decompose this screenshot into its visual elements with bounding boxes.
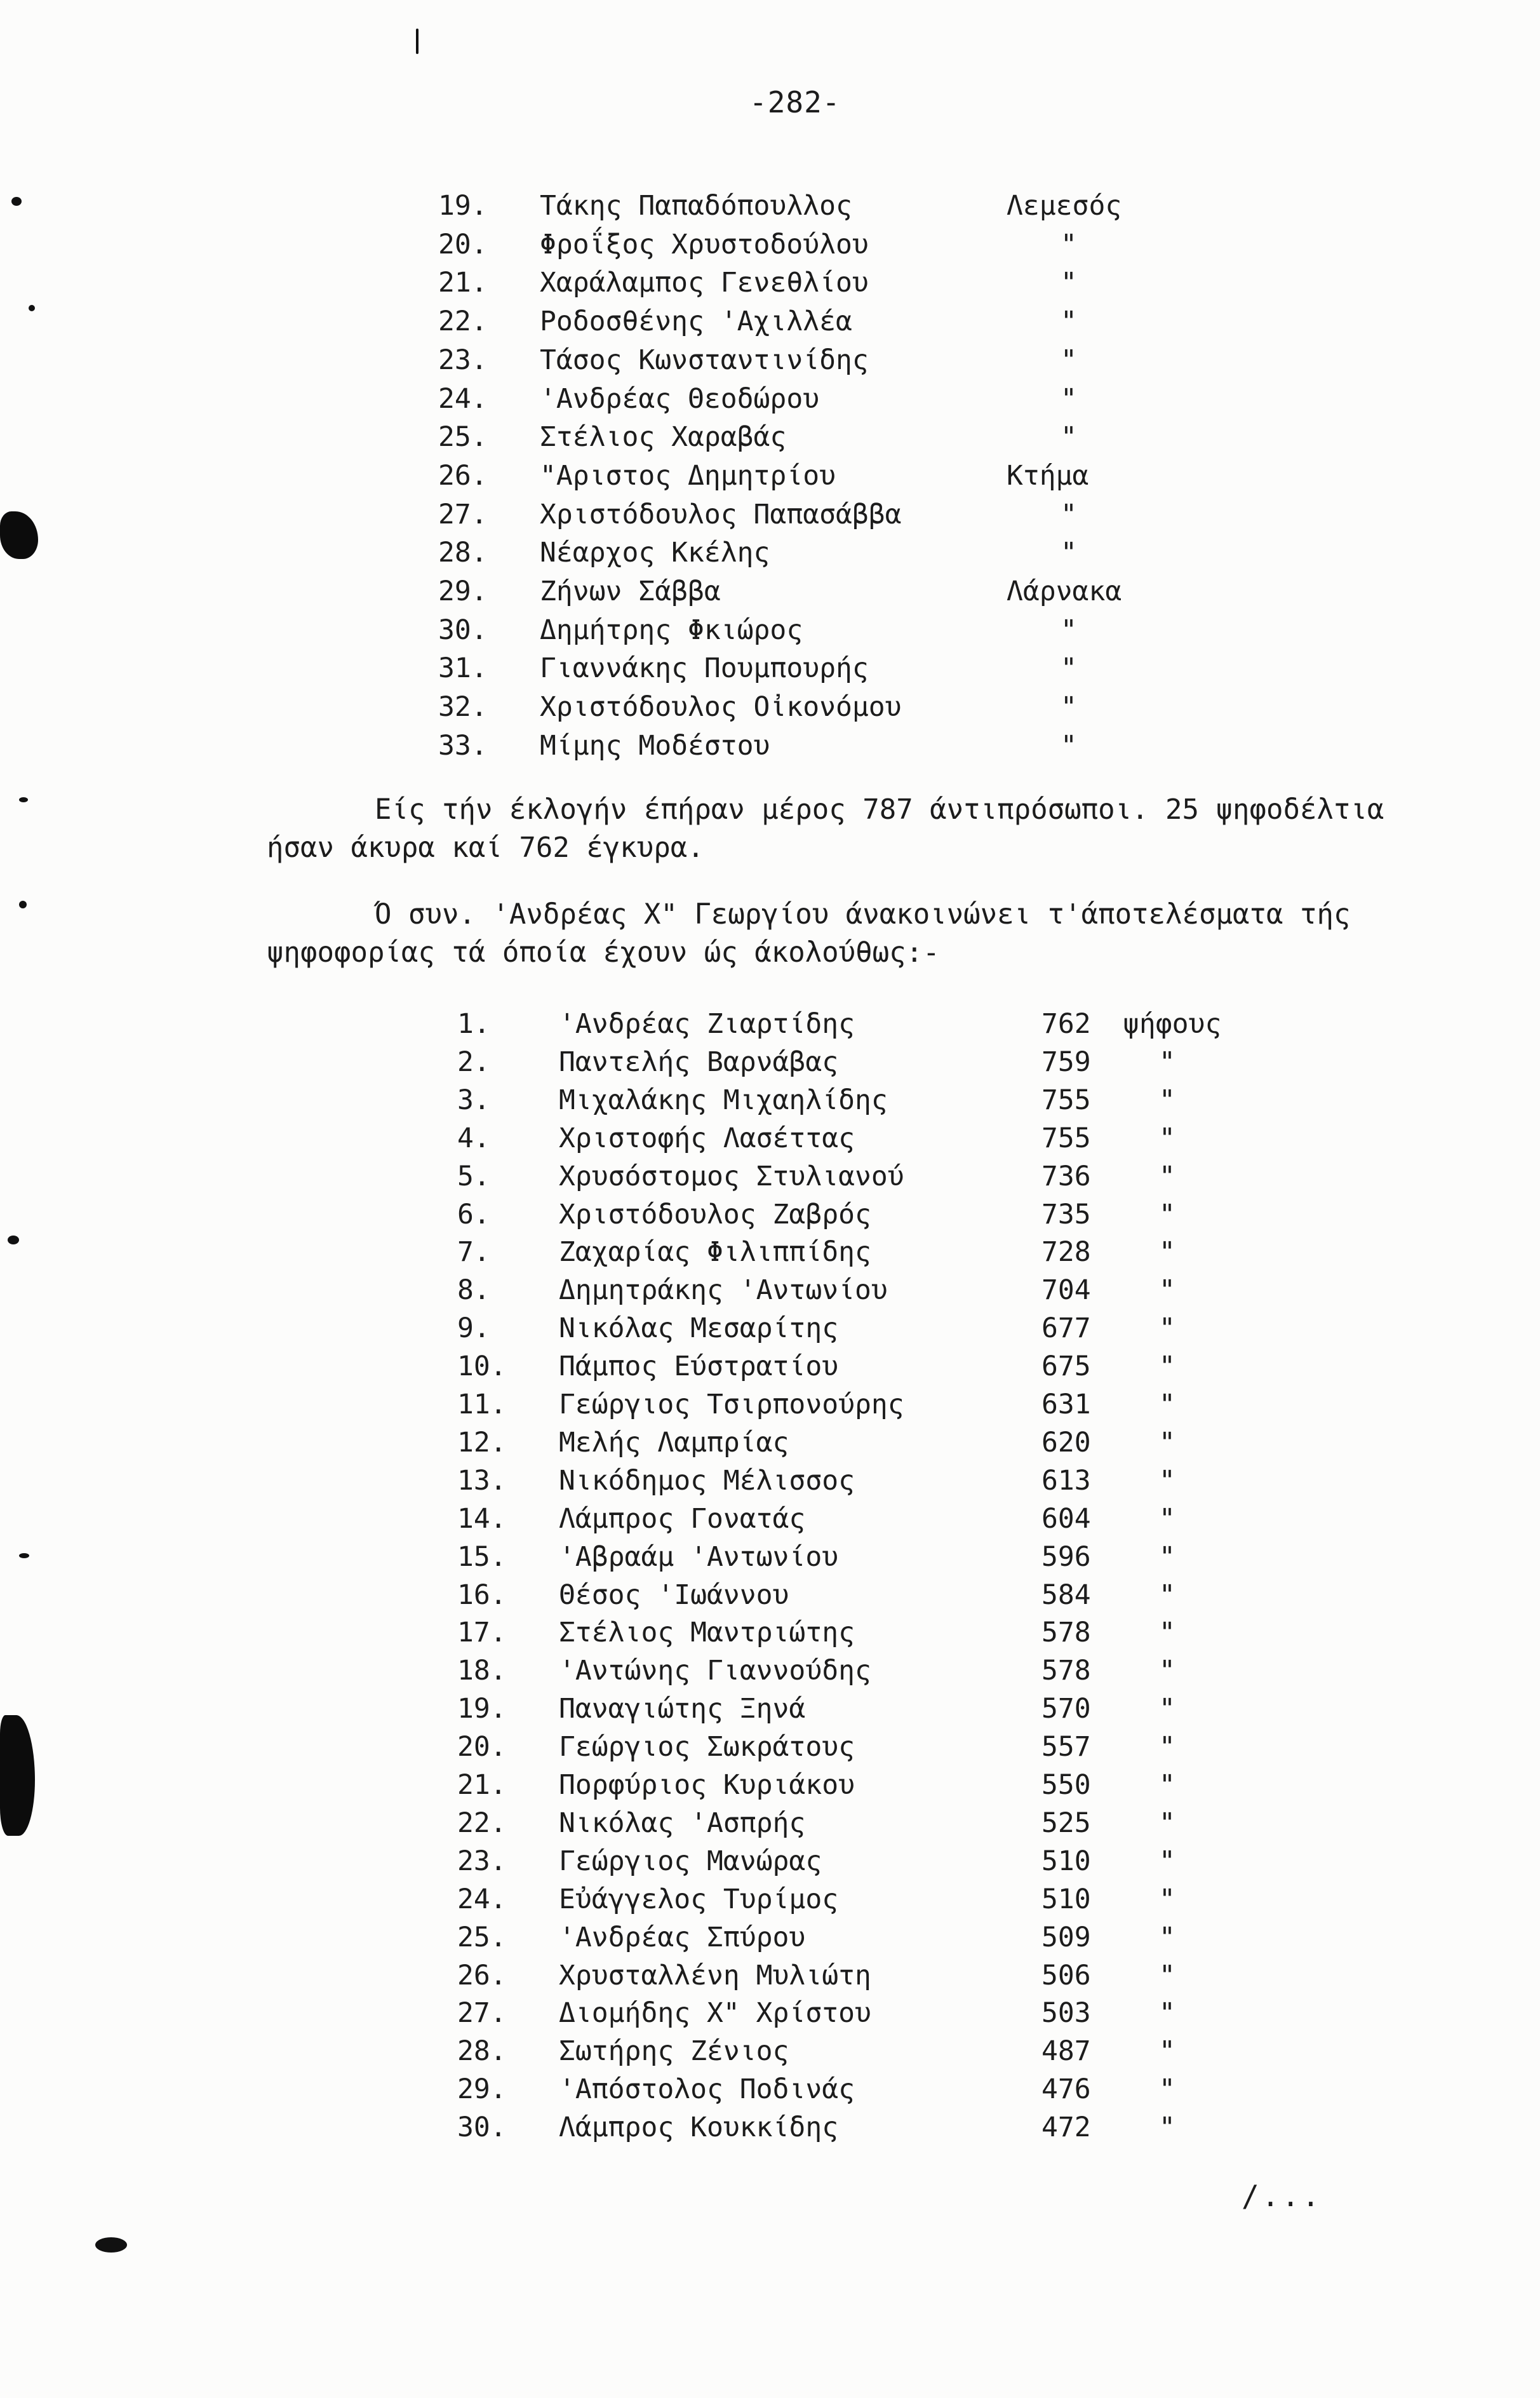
paragraph-2-line-1: Ό συν. 'Ανδρέας Χ" Γεωργίου άνακοινώνει τ'άποτελέσματα τής (375, 898, 1351, 931)
candidate-name: Δημητράκης 'Αντωνίου (559, 1274, 888, 1307)
result-row (0, 1538, 1540, 1576)
result-row (0, 1043, 1540, 1081)
result-row (0, 1309, 1540, 1347)
representative-row (0, 495, 1540, 534)
result-row (0, 1728, 1540, 1766)
candidate-name: Νικόλας 'Ασπρής (559, 1807, 806, 1839)
row-number: 25. (457, 1921, 507, 1953)
row-number: 9. (457, 1312, 490, 1345)
ditto-mark: " (1159, 1464, 1175, 1497)
representative-name: Γιαννάκης Πουμπουρής (540, 652, 869, 685)
row-number: 30. (457, 2112, 507, 2144)
scan-speck (416, 29, 418, 54)
candidate-name: Παναγιώτης Ξηνά (559, 1693, 806, 1725)
candidate-name: 'Αβραάμ 'Αντωνίου (559, 1540, 839, 1573)
vote-count: 755 (1041, 1122, 1091, 1154)
ditto-mark: " (1159, 1540, 1175, 1573)
representative-row (0, 572, 1540, 610)
row-number: 18. (457, 1655, 507, 1687)
ditto-mark: " (1159, 1502, 1175, 1535)
representative-place: Λεμεσός (1007, 190, 1122, 222)
row-number: 29. (438, 576, 488, 607)
result-row (0, 2032, 1540, 2070)
scan-speck (8, 1236, 19, 1244)
result-row (0, 1918, 1540, 1957)
representative-row (0, 380, 1540, 418)
representative-row (0, 534, 1540, 572)
result-row (0, 1842, 1540, 1880)
result-row (0, 1271, 1540, 1309)
vote-count: 578 (1041, 1617, 1091, 1649)
representative-place: " (1061, 537, 1077, 569)
result-row (0, 1233, 1540, 1271)
row-number: 25. (438, 421, 488, 454)
representative-name: Ζήνων Σάββα (540, 576, 721, 607)
ditto-mark: " (1159, 1160, 1175, 1192)
candidate-name: Γεώργιος Μανώρας (559, 1845, 822, 1877)
ditto-mark: " (1159, 2035, 1175, 2068)
candidate-name: 'Απόστολος Ποδινάς (559, 2073, 855, 2106)
ditto-mark: " (1159, 1084, 1175, 1116)
representative-name: Τάσος Κωνσταντινίδης (540, 344, 869, 376)
representative-place: " (1061, 498, 1077, 530)
representative-row (0, 226, 1540, 264)
representative-place: " (1061, 691, 1077, 724)
candidate-name: Νικόδημος Μέλισσος (559, 1464, 855, 1497)
candidate-name: Μελής Λαμπρίας (559, 1426, 789, 1458)
representative-name: Τάκης Παπαδόπουλλος (540, 190, 852, 222)
ditto-mark: " (1159, 1426, 1175, 1458)
vote-count: 631 (1041, 1389, 1091, 1420)
row-number: 24. (438, 382, 488, 415)
vote-count: 728 (1041, 1236, 1091, 1269)
vote-count: 506 (1041, 1959, 1091, 1991)
representative-name: Χριστόδουλος Οἰκονόμου (540, 691, 902, 724)
ditto-mark: " (1159, 1198, 1175, 1230)
row-number: 29. (457, 2073, 507, 2106)
row-number: 26. (457, 1959, 507, 1991)
result-row (0, 1804, 1540, 1842)
result-row (0, 1880, 1540, 1918)
ditto-mark: " (1159, 1693, 1175, 1725)
row-number: 11. (457, 1389, 507, 1420)
vote-count: 525 (1041, 1807, 1091, 1839)
row-number: 5. (457, 1160, 490, 1192)
row-number: 28. (457, 2035, 507, 2068)
representative-name: Νέαρχος Κκέλης (540, 537, 770, 569)
row-number: 16. (457, 1579, 507, 1611)
row-number: 3. (457, 1084, 490, 1116)
representative-row (0, 264, 1540, 302)
ditto-mark: " (1159, 1122, 1175, 1154)
result-row (0, 1957, 1540, 1995)
candidate-name: Ζαχαρίας Φιλιππίδης (559, 1236, 871, 1269)
representative-row (0, 727, 1540, 765)
row-number: 28. (438, 537, 488, 569)
ditto-mark: " (1159, 1351, 1175, 1383)
representative-place: " (1061, 228, 1077, 260)
vote-count: 675 (1041, 1351, 1091, 1383)
representative-place: " (1061, 729, 1077, 762)
vote-count: 613 (1041, 1464, 1091, 1497)
candidate-name: Χρυσόστομος Στυλιανού (559, 1160, 904, 1192)
ditto-mark: " (1159, 1883, 1175, 1915)
vote-count: 704 (1041, 1274, 1091, 1307)
row-number: 1. (457, 1008, 490, 1040)
row-number: 31. (438, 652, 488, 685)
ditto-mark: " (1159, 2112, 1175, 2144)
row-number: 33. (438, 729, 488, 762)
representative-name: Στέλιος Χαραβάς (540, 421, 787, 454)
candidate-name: Στέλιος Μαντριώτης (559, 1617, 855, 1649)
vote-count: 762 (1041, 1008, 1091, 1040)
ditto-mark: " (1159, 1807, 1175, 1839)
candidate-name: Χριστοφής Λασέττας (559, 1122, 855, 1154)
paragraph-2-line-2: ψηφοφορίας τά όποία έχουν ώς άκολούθως:- (267, 936, 940, 969)
page-number: -282- (749, 85, 841, 119)
result-row (0, 1500, 1540, 1538)
row-number: 32. (438, 691, 488, 724)
representative-row (0, 341, 1540, 379)
row-number: 8. (457, 1274, 490, 1307)
result-row (0, 1576, 1540, 1614)
result-row (0, 1005, 1540, 1043)
row-number: 19. (457, 1693, 507, 1725)
result-row (0, 1613, 1540, 1652)
row-number: 14. (457, 1502, 507, 1535)
row-number: 26. (438, 459, 488, 492)
vote-count: 578 (1041, 1655, 1091, 1687)
result-row (0, 1196, 1540, 1234)
representative-place: Λάρνακα (1007, 576, 1122, 607)
vote-count: 472 (1041, 2112, 1091, 2144)
result-row (0, 1690, 1540, 1728)
candidate-name: 'Ανδρέας Σπύρου (559, 1921, 806, 1953)
vote-count: 503 (1041, 1997, 1091, 2030)
candidate-name: Λάμπρος Κουκκίδης (559, 2112, 839, 2144)
ditto-mark: " (1159, 1997, 1175, 2030)
representative-name: Φροΐξος Χρυστοδούλου (540, 228, 869, 260)
result-row (0, 1462, 1540, 1500)
representative-place: " (1061, 421, 1077, 454)
representative-row (0, 302, 1540, 340)
continued-marker: /... (1242, 2179, 1322, 2213)
representative-name: Δημήτρης Φκιώρος (540, 614, 803, 646)
representative-place: " (1061, 306, 1077, 338)
result-row (0, 2108, 1540, 2146)
result-row (0, 1119, 1540, 1157)
row-number: 2. (457, 1046, 490, 1078)
representative-row (0, 688, 1540, 726)
candidate-name: Λάμπρος Γονατάς (559, 1502, 806, 1535)
vote-count: 604 (1041, 1502, 1091, 1535)
ditto-mark: " (1159, 1769, 1175, 1801)
vote-count: 620 (1041, 1426, 1091, 1458)
row-number: 21. (457, 1769, 507, 1801)
vote-count: 570 (1041, 1693, 1091, 1725)
candidate-name: Πορφύριος Κυριάκου (559, 1769, 855, 1801)
scan-speck (29, 305, 35, 311)
representative-name: Ροδοσθένης 'Αχιλλέα (540, 306, 852, 338)
ditto-mark: " (1159, 1655, 1175, 1687)
ditto-mark: " (1159, 2073, 1175, 2106)
row-number: 17. (457, 1617, 507, 1649)
representative-place: " (1061, 344, 1077, 376)
candidate-name: Χριστόδουλος Ζαβρός (559, 1198, 871, 1230)
vote-count: 487 (1041, 2035, 1091, 2068)
representative-place: " (1061, 614, 1077, 646)
scan-speck (19, 901, 27, 908)
paragraph-1-line-1: Είς τήν έκλογήν έπήραν μέρος 787 άντιπρόσωποι. 25 ψηφοδέλτια (375, 793, 1384, 826)
candidate-name: Θέσος 'Ιωάννου (559, 1579, 789, 1611)
candidate-name: Παντελής Βαρνάβας (559, 1046, 839, 1078)
candidate-name: Γεώργιος Τσιρπονούρης (559, 1389, 904, 1420)
row-number: 23. (457, 1845, 507, 1877)
representative-name: Χαράλαμπος Γενεθλίου (540, 267, 869, 299)
representative-name: Χριστόδουλος Παπασάββα (540, 498, 902, 530)
ditto-mark: " (1159, 1312, 1175, 1345)
ditto-mark: " (1159, 1389, 1175, 1420)
scan-speck (95, 2237, 127, 2253)
vote-count: 759 (1041, 1046, 1091, 1078)
row-number: 7. (457, 1236, 490, 1269)
representative-row (0, 649, 1540, 687)
votes-unit: ψήφους (1123, 1008, 1222, 1040)
row-number: 19. (438, 190, 488, 222)
row-number: 22. (438, 306, 488, 338)
row-number: 13. (457, 1464, 507, 1497)
scan-speck (11, 197, 22, 206)
row-number: 10. (457, 1351, 507, 1383)
representative-place: " (1061, 382, 1077, 415)
ditto-mark: " (1159, 1959, 1175, 1991)
result-row (0, 1766, 1540, 1804)
vote-count: 550 (1041, 1769, 1091, 1801)
representative-name: "Αριστος Δημητρίου (540, 459, 836, 492)
result-row (0, 2070, 1540, 2108)
representative-row (0, 611, 1540, 649)
candidate-name: Μιχαλάκης Μιχαηλίδης (559, 1084, 888, 1116)
candidate-name: Σωτήρης Ζένιος (559, 2035, 789, 2068)
vote-count: 510 (1041, 1883, 1091, 1915)
vote-count: 584 (1041, 1579, 1091, 1611)
ditto-mark: " (1159, 1921, 1175, 1953)
vote-count: 510 (1041, 1845, 1091, 1877)
candidate-name: Πάμπος Εύστρατίου (559, 1351, 839, 1383)
paragraph-1-line-2: ήσαν άκυρα καί 762 έγκυρα. (267, 832, 704, 864)
ditto-mark: " (1159, 1579, 1175, 1611)
vote-count: 476 (1041, 2073, 1091, 2106)
vote-count: 736 (1041, 1160, 1091, 1192)
candidate-name: Χρυσταλλένη Μυλιώτη (559, 1959, 871, 1991)
result-row (0, 1157, 1540, 1196)
row-number: 4. (457, 1122, 490, 1154)
row-number: 27. (457, 1997, 507, 2030)
ditto-mark: " (1159, 1731, 1175, 1763)
vote-count: 755 (1041, 1084, 1091, 1116)
ditto-mark: " (1159, 1236, 1175, 1269)
representative-row (0, 457, 1540, 495)
representative-place: Κτήμα (1007, 459, 1089, 492)
vote-count: 557 (1041, 1731, 1091, 1763)
vote-count: 596 (1041, 1540, 1091, 1573)
row-number: 30. (438, 614, 488, 646)
row-number: 21. (438, 267, 488, 299)
result-row (0, 1385, 1540, 1424)
row-number: 27. (438, 498, 488, 530)
result-row (0, 1424, 1540, 1462)
scan-speck (19, 1553, 29, 1558)
candidate-name: Διομήδης Χ" Χρίστου (559, 1997, 871, 2030)
ditto-mark: " (1159, 1617, 1175, 1649)
row-number: 15. (457, 1540, 507, 1573)
row-number: 20. (457, 1731, 507, 1763)
representative-name: Μίμης Μοδέστου (540, 729, 770, 762)
result-row (0, 1347, 1540, 1385)
vote-count: 509 (1041, 1921, 1091, 1953)
candidate-name: Γεώργιος Σωκράτους (559, 1731, 855, 1763)
representative-name: 'Ανδρέας Θεοδώρου (540, 382, 820, 415)
row-number: 20. (438, 228, 488, 260)
row-number: 12. (457, 1426, 507, 1458)
candidate-name: Εὐάγγελος Τυρίμος (559, 1883, 839, 1915)
representative-place: " (1061, 267, 1077, 299)
row-number: 23. (438, 344, 488, 376)
row-number: 6. (457, 1198, 490, 1230)
vote-count: 677 (1041, 1312, 1091, 1345)
scan-speck (19, 797, 28, 802)
representative-place: " (1061, 652, 1077, 685)
candidate-name: Νικόλας Μεσαρίτης (559, 1312, 839, 1345)
vote-count: 735 (1041, 1198, 1091, 1230)
result-row (0, 1652, 1540, 1690)
result-row (0, 1081, 1540, 1119)
result-row (0, 1994, 1540, 2032)
row-number: 24. (457, 1883, 507, 1915)
ditto-mark: " (1159, 1274, 1175, 1307)
representative-row (0, 418, 1540, 456)
representative-row (0, 187, 1540, 225)
candidate-name: 'Αντώνης Γιαννούδης (559, 1655, 871, 1687)
candidate-name: 'Ανδρέας Ζιαρτίδης (559, 1008, 855, 1040)
ditto-mark: " (1159, 1845, 1175, 1877)
row-number: 22. (457, 1807, 507, 1839)
ditto-mark: " (1159, 1046, 1175, 1078)
